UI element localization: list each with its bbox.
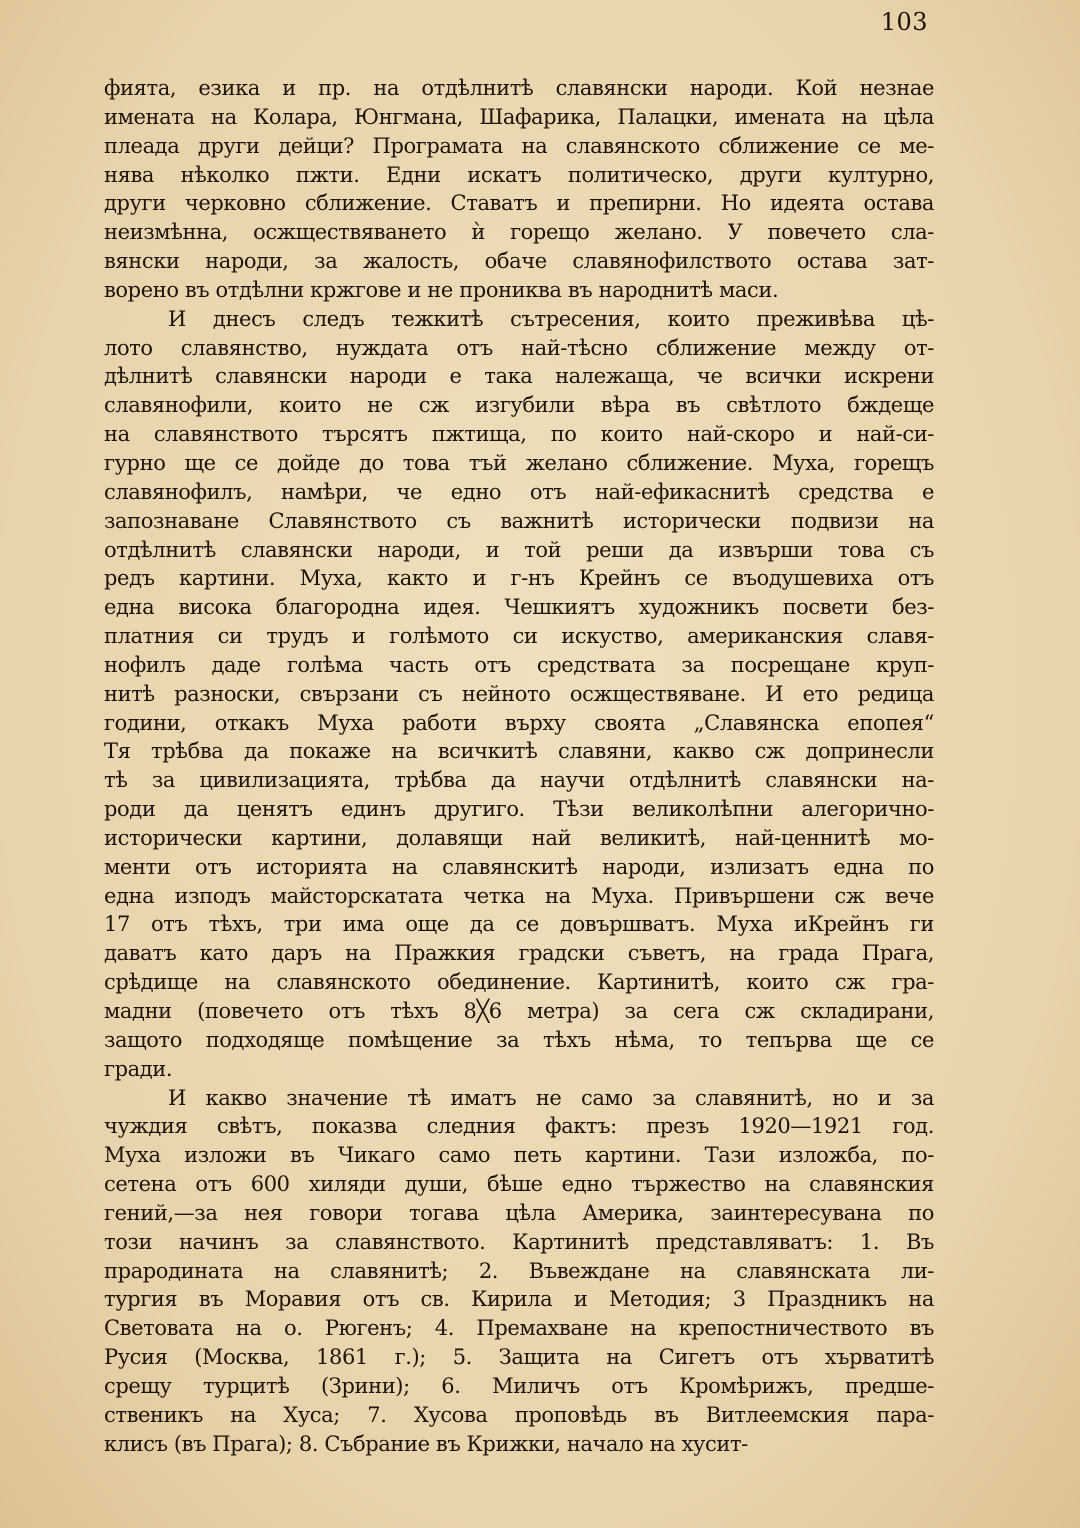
text-line: плеада други дейци? Програмата на славянското сближение се ме-	[104, 133, 934, 158]
text-line: И какво значение тѣ иматъ не само за славянитѣ, но и за	[168, 1085, 934, 1110]
text-line: И днесъ следъ тежкитѣ сътресения, които преживѣва цѣ-	[168, 306, 934, 331]
text-line: гради.	[104, 1056, 173, 1081]
text-line: други черковно сближение. Ставатъ и препирни. Но идеята остава	[104, 191, 934, 216]
text-line: Световата на о. Рюгенъ; 4. Премахване на крепостничеството въ	[104, 1316, 934, 1341]
text-line: този начинъ за славянството. Картинитѣ представляватъ: 1. Въ	[104, 1229, 934, 1254]
body-text	[104, 74, 934, 1459]
text-line: запознаване Славянството съ важнитѣ исторически подвизи на	[104, 508, 934, 533]
text-line: роди да ценятъ единъ другиго. Тѣзи великолѣпни алегорично-	[104, 797, 934, 822]
text-line: защото подходяще помѣщение за тѣхъ нѣма, то тепърва ще се	[104, 1027, 934, 1052]
paragraph	[104, 74, 934, 305]
page-number: 103	[880, 8, 928, 36]
text-line: Тя трѣбва да покаже на всичкитѣ славяни, какво сж допринесли	[104, 739, 934, 764]
text-line: нофилъ даде голѣма часть отъ средствата за посрещане круп-	[104, 652, 934, 677]
text-line: ворено въ отдѣлни кржгове и не прониква въ народнитѣ маси.	[104, 277, 779, 302]
paragraph	[104, 1084, 934, 1459]
text-line: прародината на славянитѣ; 2. Въвеждане на славянската ли-	[104, 1258, 934, 1283]
text-line: славянофили, които не сж изгубили вѣра въ свѣтлото бждеще	[104, 393, 934, 418]
text-line: платния си трудъ и голѣмото си искуство, американския славя-	[104, 624, 934, 649]
text-line: нява нѣколко пжти. Едни искатъ политическо, други културно,	[104, 162, 934, 187]
text-line: лото славянство, нуждата отъ най-тѣсно сближение между от-	[104, 335, 934, 360]
text-line: тѣ за цивилизацията, трѣбва да научи отдѣлнитѣ славянски на-	[104, 768, 934, 793]
text-line: срѣдище на славянското обединение. Картинитѣ, които сж гра-	[104, 970, 934, 995]
text-line: гурно ще се дойде до това тъй желано сближение. Муха, горещъ	[104, 450, 934, 475]
text-line: на славянството търсятъ пжтища, по които най-скоро и най-си-	[104, 422, 934, 447]
text-line: нитѣ разноски, свързани съ нейното осжществяване. И ето редица	[104, 681, 934, 706]
text-line: години, откакъ Муха работи върху своята „Славянска епопея“	[104, 710, 934, 735]
text-line: мадни (повечето отъ тѣхъ 8╳6 метра) за сега сж складирани,	[104, 999, 934, 1023]
text-line: срещу турцитѣ (Зрини); 6. Миличъ отъ Кромѣрижъ, предше-	[104, 1373, 934, 1398]
text-line: имената на Колара, Юнгмана, Шафарика, Палацки, имената на цѣла	[104, 104, 934, 129]
text-line: една висока благородна идея. Чешкиятъ художникъ посвети без-	[104, 595, 934, 620]
text-line: фията, езика и пр. на отдѣлнитѣ славянски народи. Кой незнае	[104, 76, 934, 100]
text-line: чуждия свѣтъ, показва следния фактъ: презъ 1920—1921 год.	[104, 1114, 934, 1139]
text-line: Русия (Москва, 1861 г.); 5. Защита на Сигетъ отъ хърватитѣ	[104, 1345, 934, 1370]
text-line: дѣлнитѣ славянски народи е така належаща, че всички искрени	[104, 364, 934, 389]
text-line: вянски народи, за жалость, обаче славянофилството остава зат-	[104, 249, 934, 274]
text-line: редъ картини. Муха, както и г-нъ Крейнъ се въодушевиха отъ	[104, 566, 934, 591]
text-line: исторически картини, долавящи най великитѣ, най-ценнитѣ мо-	[104, 825, 934, 850]
text-line: Муха изложи въ Чикаго само петь картини. Тази изложба, по-	[104, 1143, 934, 1168]
paragraph	[104, 305, 934, 1084]
text-line: ственикъ на Хуса; 7. Хусова проповѣдь въ Витлеемския пара-	[104, 1402, 934, 1427]
text-line: тургия въ Моравия отъ св. Кирила и Методия; 3 Праздникъ на	[104, 1287, 934, 1312]
text-line: сетена отъ 600 хиляди души, бѣше едно тържество на славянския	[104, 1172, 934, 1197]
text-line: 17 отъ тѣхъ, три има още да се довършватъ. Муха иКрейнъ ги	[104, 912, 934, 937]
text-line: неизмѣнна, осжществяването ѝ горещо желано. У повечето сла-	[104, 220, 934, 245]
text-line: клисъ (въ Прага); 8. Събрание въ Крижки, начало на хусит-	[104, 1431, 748, 1456]
text-line: славянофилъ, намѣри, че едно отъ най-ефикаснитѣ средства е	[104, 479, 934, 504]
text-line: менти отъ историята на славянскитѣ народи, излизатъ една по	[104, 854, 934, 879]
text-line: гений,—за нея говори тогава цѣла Америка, заинтересувана по	[104, 1200, 934, 1225]
text-line: отдѣлнитѣ славянски народи, и той реши да извърши това съ	[104, 537, 934, 562]
text-line: една изподъ майсторскатата четка на Муха. Привършени сж вече	[104, 883, 934, 908]
text-line: даватъ като даръ на Пражкия градски съветъ, на града Прага,	[104, 941, 934, 966]
